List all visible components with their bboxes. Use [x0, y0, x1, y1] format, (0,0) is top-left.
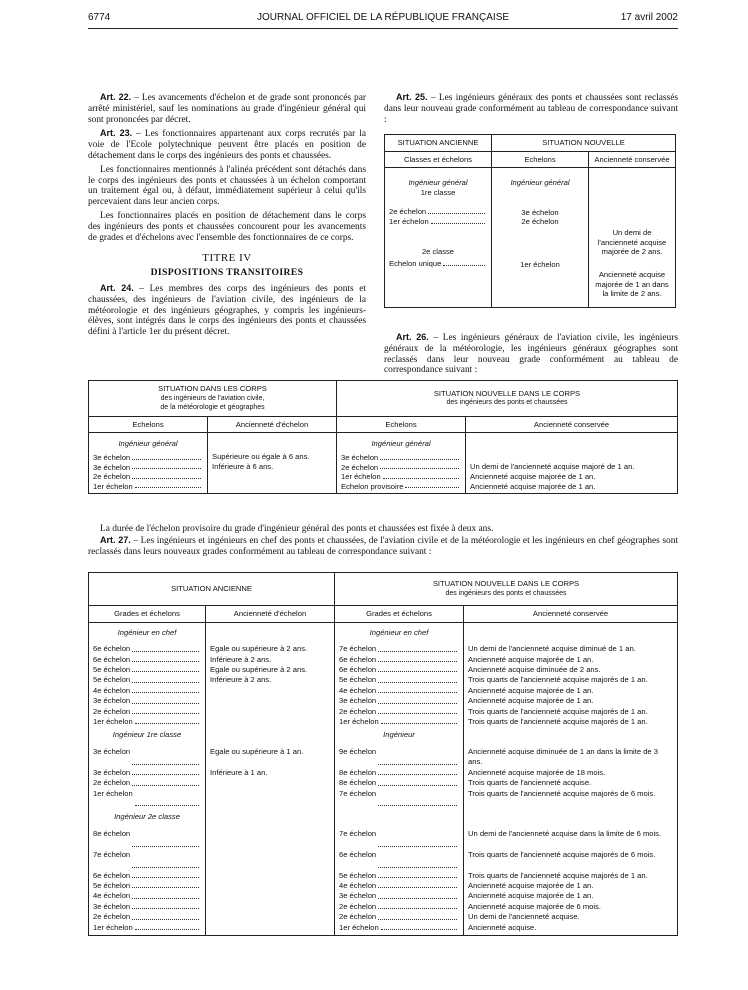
- t26-row-new: [341, 472, 461, 482]
- t27-cond: [210, 923, 330, 933]
- leader-dots: [378, 686, 457, 693]
- t26-row: [93, 463, 203, 473]
- t27-spacer: [468, 809, 673, 829]
- t26-th-old: [89, 381, 337, 417]
- leader-dots: [378, 850, 457, 868]
- page-header: [88, 12, 678, 26]
- t27-old-echelon: 1er échelon: [93, 788, 133, 798]
- page-number: 6774: [88, 12, 111, 23]
- t27-cond: [210, 829, 330, 850]
- t27-row-old: [93, 881, 201, 891]
- right-column-bottom: [384, 332, 678, 379]
- leader-dots: [378, 644, 457, 651]
- t27-anc: Ancienneté acquise majorée de 1 an.: [468, 654, 594, 664]
- article-25-text: – Les ingénieurs généraux des ponts et chaussées sont reclassés dans leur nouveau grade conformément au tableau de correspondance suivant :: [384, 93, 678, 125]
- t27-spacer: [468, 727, 673, 747]
- t27-th-anc-cons: Ancienneté conservée: [464, 606, 678, 623]
- t27-row-new: [339, 789, 459, 810]
- t27-cond: Egale ou supérieure à 1 an.: [210, 746, 304, 756]
- t27-row-old: [93, 912, 201, 922]
- journal-title: JOURNAL OFFICIEL DE LA RÉPUBLIQUE FRANÇAISE: [256, 12, 510, 23]
- t25-r2-anc: Un demi de l'ancienneté acquise majorée de 2 ans.: [597, 228, 667, 257]
- leader-dots: [378, 707, 457, 714]
- t27-anc: Trois quarts de l'ancienneté acquise majorés de 1 an.: [468, 706, 648, 716]
- t26-r3-old: 1er échelon: [93, 481, 133, 491]
- t27-old-echelon: 6e échelon: [93, 654, 131, 664]
- article-23-label: Art. 23.: [100, 128, 133, 139]
- leader-dots: [378, 778, 457, 785]
- leader-dots: [378, 768, 457, 775]
- t27-grade-heading-new: [339, 809, 459, 829]
- t27-anc: Ancienneté acquise diminuée de 1 an dans la limite de 3 ans.: [468, 746, 658, 766]
- t27-old-echelon: 2e échelon: [93, 706, 131, 716]
- leader-dots: [132, 686, 199, 693]
- article-25-label: Art. 25.: [396, 92, 428, 102]
- t25-row2-old: [389, 217, 487, 227]
- t27-row-old: [93, 850, 201, 871]
- t25-r3-old-label: Echelon unique: [389, 259, 442, 269]
- article-23-paragraph-2: Les fonctionnaires mentionnés à l'alinéa précédent sont détachés dans le corps des ingénieurs des ponts et chaussées à un échelon comportant un traitement égal ou, à défaut, immédiatement supérieur à celui qu'ils percevaient dans leur ancien corps.: [88, 164, 366, 208]
- article-27-text: – Les ingénieurs et ingénieurs en chef des ponts et chaussées, de l'aviation civile et de la météorologie et les ingénieurs en chef géographes sont reclassés dans leurs nouveaux grades conformément au tableau de correspondance suivant :: [88, 535, 679, 557]
- t27-th-anc-ech: Ancienneté d'échelon: [206, 606, 335, 623]
- article-26-text: – Les ingénieurs généraux de l'aviation civile, les ingénieurs généraux de la météorologie, les ingénieurs généraux géographes sont reclassés dans leur nouveau grade conformément au tableau de correspondance suivant :: [384, 333, 678, 376]
- t27-new-echelon: 7e échelon: [339, 644, 377, 654]
- leader-dots: [381, 923, 457, 930]
- t26-r0-cond: Supérieure ou égale à 6 ans.: [212, 452, 310, 462]
- t27-row-new: [339, 717, 459, 727]
- t26-row: [93, 472, 203, 482]
- leader-dots: [378, 747, 457, 765]
- t27-row-old: [93, 644, 201, 654]
- t27-row-new: [339, 923, 459, 933]
- t25-r2-old-label: 1er échelon: [389, 216, 429, 226]
- t25-r2-new: 2e échelon: [521, 217, 559, 227]
- t26-ig-old: Ingénieur général: [118, 439, 178, 449]
- leader-dots: [132, 902, 199, 909]
- leader-dots: [132, 829, 199, 847]
- th-situation-nouvelle: SITUATION NOUVELLE: [492, 135, 676, 152]
- article-22: [88, 92, 366, 125]
- t25-r3-anc: Ancienneté acquise majorée de 1 an dans la limite de 2 ans.: [595, 269, 669, 299]
- t27-cond: [210, 778, 330, 788]
- t27-spacer: [210, 727, 330, 747]
- t27-anc: Ancienneté acquise diminuée de 2 ans.: [468, 665, 601, 674]
- publication-date: 17 avril 2002: [620, 12, 678, 23]
- t27-anc: Trois quarts de l'ancienneté acquise majorés de 6 mois.: [468, 849, 656, 859]
- leader-dots: [132, 881, 199, 888]
- t27-anc: Ancienneté acquise majorée de 1 an.: [468, 880, 594, 890]
- article-22-text: – Les avancements d'échelon et de grade sont prononcés par arrêté ministériel, sauf les nominations au grade d'ingénieur général qui sont prononcées par décret.: [88, 93, 366, 125]
- t27-old-echelon: 4e échelon: [93, 685, 131, 695]
- t26-row: [93, 453, 203, 463]
- t27-new-echelon: 2e échelon: [339, 901, 377, 911]
- t26-col-anc: [466, 433, 678, 494]
- t27-new-echelon: 6e échelon: [339, 849, 377, 859]
- leader-dots: [378, 665, 457, 672]
- t27-row-new: [339, 912, 459, 922]
- t27-new-echelon: 2e échelon: [339, 912, 377, 922]
- t27-row-old: [93, 675, 201, 685]
- t27-cond: Inférieure à 2 ans.: [210, 654, 272, 664]
- t27-old-echelon: 1er échelon: [93, 716, 133, 726]
- leader-dots: [132, 696, 199, 703]
- article-26: [384, 332, 678, 376]
- t27-anc: Ancienneté acquise majorée de 6 mois.: [468, 901, 601, 911]
- header-rule: [88, 28, 678, 29]
- leader-dots: [132, 891, 199, 898]
- t27-old-echelon: 6e échelon: [93, 870, 131, 880]
- t27-new-echelon: 6e échelon: [339, 654, 377, 664]
- t27-row-new: [339, 902, 459, 912]
- t26-th-new: [337, 381, 678, 417]
- t25-ig-new: Ingénieur général: [510, 178, 570, 188]
- right-column-top: [384, 92, 678, 128]
- t27-row-new: [339, 665, 459, 675]
- t27-row-old: [93, 686, 201, 696]
- t27-th-grades2: Grades et échelons: [335, 606, 464, 623]
- t26-r2-new: 1er échelon: [341, 472, 381, 482]
- article-25: [384, 92, 678, 125]
- t26-row: [93, 482, 203, 492]
- t25-col-anc: [589, 168, 676, 308]
- t27-new-echelon: 3e échelon: [339, 891, 377, 901]
- t27-row-old: [93, 665, 201, 675]
- t27-cond: [210, 891, 330, 901]
- t27-new-echelon: 7e échelon: [339, 788, 377, 798]
- duree-paragraph: La durée de l'échelon provisoire du grade d'ingénieur général des ponts et chaussées est fixée à deux ans.: [100, 524, 494, 534]
- t26-th-echelons: Echelons: [89, 416, 208, 433]
- t26-row-new: [341, 453, 461, 463]
- t27-th-new: [335, 573, 678, 606]
- t27-spacer: [468, 625, 673, 645]
- t27-new-echelon: 5e échelon: [339, 870, 377, 880]
- t27-anc: Trois quarts de l'ancienneté acquise majorés de 1 an.: [468, 716, 648, 726]
- t27-row-new: [339, 686, 459, 696]
- t27-row-new: [339, 829, 459, 850]
- t27-anc: Trois quarts de l'ancienneté acquise majorés de 6 mois.: [468, 788, 656, 798]
- t26-r1-anc: Un demi de l'ancienneté acquise majoré de 1 an.: [470, 462, 635, 472]
- t27-row-new: [339, 871, 459, 881]
- t27-new-echelon: 4e échelon: [339, 685, 377, 695]
- t26-th-anc-cons: Ancienneté conservée: [466, 416, 678, 433]
- leader-dots: [378, 829, 457, 847]
- t26-ig-new: Ingénieur général: [371, 439, 431, 449]
- table-art-27: [88, 572, 678, 936]
- leader-dots: [132, 655, 199, 662]
- t27-old-echelon: 3e échelon: [93, 746, 131, 756]
- t27-th-grades: Grades et échelons: [89, 606, 206, 623]
- th-situation-ancienne: SITUATION ANCIENNE: [385, 135, 492, 152]
- leader-dots: [378, 675, 457, 682]
- t27-row-old: [93, 923, 201, 933]
- t27-cond: [210, 850, 330, 871]
- t25-r1-new: 3e échelon: [521, 207, 559, 217]
- leader-dots: [378, 902, 457, 909]
- leader-dots: [132, 675, 199, 682]
- t27-row-old: [93, 871, 201, 881]
- t27-spacer: [210, 625, 330, 645]
- t27-row-old: [93, 696, 201, 706]
- t26-th-echelons2: Echelons: [337, 416, 466, 433]
- t27-old-echelon: 5e échelon: [93, 880, 131, 890]
- t27-new-echelon: 8e échelon: [339, 767, 377, 777]
- t27-row-old: [93, 768, 201, 778]
- t26-th-new-title: SITUATION NOUVELLE DANS LE CORPS: [433, 388, 581, 398]
- leader-dots: [378, 655, 457, 662]
- leader-dots: [132, 778, 199, 785]
- article-23: [88, 128, 366, 161]
- t26-r0-old: 3e échelon: [93, 452, 131, 462]
- t27-grade-heading-old: Ingénieur en chef: [117, 627, 177, 637]
- t27-new-echelon: 1er échelon: [339, 716, 379, 726]
- t27-old-echelon: 3e échelon: [93, 696, 131, 706]
- article-24: [88, 283, 366, 338]
- article-24-label: Art. 24.: [100, 282, 134, 293]
- t27-row-old: [93, 717, 201, 727]
- t27-old-echelon: 3e échelon: [93, 901, 131, 911]
- leader-dots: [135, 789, 199, 807]
- t27-new-echelon: 8e échelon: [339, 778, 377, 788]
- t26-th-old-sub2: de la météorologie et géographes: [160, 404, 265, 412]
- t27-anc: Trois quarts de l'ancienneté acquise majorés de 1 an.: [468, 675, 648, 685]
- leader-dots: [132, 912, 199, 919]
- t27-old-echelon: 3e échelon: [93, 767, 131, 777]
- dispositions-heading: DISPOSITIONS TRANSITOIRES: [150, 267, 304, 279]
- t27-cond: [210, 707, 330, 717]
- t27-old-echelon: 1er échelon: [93, 922, 133, 932]
- t25-ig-old: Ingénieur général: [408, 178, 468, 188]
- t27-row-new: [339, 881, 459, 891]
- t27-cond: [210, 696, 330, 706]
- t26-r3-new: Echelon provisoire: [341, 481, 404, 491]
- t27-row-new: [339, 655, 459, 665]
- leader-dots: [132, 707, 199, 714]
- t27-cond: [210, 717, 330, 727]
- leader-dots: [132, 871, 199, 878]
- table-art-25: [384, 134, 676, 308]
- article-26-label: Art. 26.: [396, 332, 429, 342]
- t27-old-echelon: 2e échelon: [93, 778, 131, 788]
- t27-new-echelon: 5e échelon: [339, 675, 377, 685]
- left-column: [88, 92, 366, 341]
- t27-anc: Ancienneté acquise majorée de 18 mois.: [468, 767, 606, 777]
- t27-cond: [210, 912, 330, 922]
- t27-new-echelon: 4e échelon: [339, 880, 377, 890]
- t27-row-old: [93, 747, 201, 768]
- t27-old-echelon: 8e échelon: [93, 828, 131, 838]
- middle-text: [88, 524, 678, 557]
- article-23-text: – Les fonctionnaires appartenant aux corps recrutés par la voie de l'Ecole polytechnique peuvent être placés en position de détachement dans le corps des ingénieurs des ponts et chaussées.: [88, 129, 366, 161]
- t27-row-new: [339, 747, 459, 768]
- t26-r2-anc: Ancienneté acquise majorée de 1 an.: [470, 471, 596, 481]
- leader-dots: [132, 768, 199, 775]
- t27-col-anc: [464, 622, 678, 935]
- leader-dots: [132, 665, 199, 672]
- t27-anc: Ancienneté acquise majorée de 1 an.: [468, 891, 594, 901]
- t27-cond: Egale ou supérieure à 2 ans.: [210, 644, 308, 654]
- titre-heading: TITRE IV: [202, 252, 252, 265]
- leader-dots: [132, 747, 199, 765]
- t26-r1-old: 3e échelon: [93, 462, 131, 472]
- t27-cond: [210, 686, 330, 696]
- t26-col-old: [89, 433, 208, 494]
- t27-grade-heading-old: Ingénieur 2e classe: [114, 812, 180, 822]
- t27-row-old: [93, 789, 201, 810]
- t27-row-new: [339, 675, 459, 685]
- leader-dots: [378, 891, 457, 898]
- t27-anc: Un demi de l'ancienneté acquise diminué de 1 an.: [468, 644, 636, 654]
- t27-grade-heading-old: Ingénieur 1re classe: [112, 730, 182, 740]
- t26-th-anc-ech: Ancienneté d'échelon: [208, 416, 337, 433]
- th-anciennete: Ancienneté conservée: [589, 151, 676, 168]
- t27-cond: [210, 902, 330, 912]
- t27-new-echelon: 3e échelon: [339, 696, 377, 706]
- t25-classe1: 1re classe: [420, 187, 456, 197]
- t25-row3-old: [389, 259, 487, 269]
- t27-cond: Inférieure à 2 ans.: [210, 675, 272, 685]
- article-27-label: Art. 27.: [100, 534, 131, 545]
- leader-dots: [135, 923, 199, 930]
- t27-row-old: [93, 902, 201, 912]
- t27-anc: Trois quarts de l'ancienneté acquise majorés de 1 an.: [468, 870, 648, 880]
- t25-col-old: [385, 168, 492, 308]
- t27-th-new-sub: des ingénieurs des ponts et chaussées: [445, 590, 567, 597]
- t27-row-old: [93, 655, 201, 665]
- t27-anc: Ancienneté acquise.: [468, 922, 537, 932]
- leader-dots: [378, 871, 457, 878]
- t27-anc: Trois quarts de l'ancienneté acquise.: [468, 778, 592, 788]
- article-22-label: Art. 22.: [100, 92, 132, 102]
- t27-new-echelon: 1er échelon: [339, 922, 379, 932]
- t27-row-new: [339, 768, 459, 778]
- t27-grade-heading-new: Ingénieur en chef: [369, 627, 429, 637]
- t27-anc: Un demi de l'ancienneté acquise.: [468, 912, 580, 922]
- t27-new-echelon: 7e échelon: [339, 828, 377, 838]
- t26-r3-anc: Ancienneté acquise majorée de 1 an.: [470, 481, 596, 491]
- t27-old-echelon: 7e échelon: [93, 849, 131, 859]
- t27-col-old: [89, 622, 206, 935]
- leader-dots: [135, 717, 199, 724]
- t25-row1-old: [389, 207, 487, 217]
- t25-classe2: 2e classe: [421, 246, 455, 256]
- t27-cond: Inférieure à 1 an.: [210, 767, 268, 777]
- leader-dots: [378, 881, 457, 888]
- t27-cond: [210, 881, 330, 891]
- leader-dots: [132, 850, 199, 868]
- t27-spacer: [210, 809, 330, 829]
- t26-th-old-title: SITUATION DANS LES CORPS: [158, 384, 267, 393]
- t27-old-echelon: 5e échelon: [93, 675, 131, 685]
- t26-r2-old: 2e échelon: [93, 472, 131, 482]
- t27-cond: [210, 789, 330, 810]
- t27-row-old: [93, 891, 201, 901]
- article-23-paragraph-3: Les fonctionnaires placés en position de détachement dans le corps des ingénieurs des ponts et chaussées concourent pour les avancements de grades et d'échelons avec l'ensemble des fonctionnaires de ce corps.: [88, 210, 366, 243]
- t26-r1-cond: Inférieure à 6 ans.: [212, 461, 274, 471]
- t26-row-new: [341, 463, 461, 473]
- table-art-26: [88, 380, 678, 494]
- leader-dots: [378, 696, 457, 703]
- t25-r3-new: 1er échelon: [520, 259, 560, 269]
- t27-th-ancienne: SITUATION ANCIENNE: [89, 573, 335, 606]
- t27-row-new: [339, 850, 459, 871]
- t27-col-new: [335, 622, 464, 935]
- leader-dots: [132, 644, 199, 651]
- t26-r0-new: 3e échelon: [341, 452, 379, 462]
- leader-dots: [378, 789, 457, 807]
- t27-row-new: [339, 707, 459, 717]
- t27-row-new: [339, 644, 459, 654]
- t26-th-old-sub1: des ingénieurs de l'aviation civile,: [160, 394, 265, 402]
- t27-row-new: [339, 696, 459, 706]
- t27-new-echelon: 2e échelon: [339, 706, 377, 716]
- t25-r1-old-label: 2e échelon: [389, 207, 427, 217]
- t27-new-echelon: 6e échelon: [339, 665, 377, 674]
- leader-dots: [381, 717, 457, 724]
- t26-col-cond: [208, 433, 337, 494]
- t27-old-echelon: 6e échelon: [93, 644, 131, 654]
- t27-old-echelon: 2e échelon: [93, 912, 131, 922]
- t26-row-new: [341, 482, 461, 492]
- t27-row-old: [93, 778, 201, 788]
- t27-grade-heading-new: Ingénieur: [383, 730, 415, 740]
- t27-anc: Ancienneté acquise majorée de 1 an.: [468, 685, 594, 695]
- t27-row-new: [339, 891, 459, 901]
- th-echelons: Echelons: [492, 151, 589, 168]
- t27-row-new: [339, 778, 459, 788]
- t27-anc: Ancienneté acquise majorée de 1 an.: [468, 696, 594, 706]
- t25-col-new: [492, 168, 589, 308]
- t27-old-echelon: 4e échelon: [93, 891, 131, 901]
- t27-cond: Egale ou supérieure à 2 ans.: [210, 665, 308, 674]
- t27-anc: Un demi de l'ancienneté acquise dans la limite de 6 mois.: [468, 828, 662, 838]
- th-classes: Classes et échelons: [385, 151, 492, 168]
- t27-col-cond: [206, 622, 335, 935]
- t27-row-old: [93, 829, 201, 850]
- t27-th-new-title: SITUATION NOUVELLE DANS LE CORPS: [432, 579, 580, 589]
- article-24-text: – Les membres des corps des ingénieurs des ponts et chaussées, des ingénieurs de l'aviation civile, des ingénieurs de la météorologie et des ingénieurs géographes, y compris les ingénieurs-élèves, sont intégrés dans le corps des ingénieurs des ponts et chaussées défini à l'article 1er du présent décret.: [88, 283, 366, 338]
- t26-r1-new: 2e échelon: [341, 462, 379, 472]
- t27-row-old: [93, 707, 201, 717]
- t26-th-new-sub: des ingénieurs des ponts et chaussées: [446, 399, 568, 407]
- t26-col-new: [337, 433, 466, 494]
- article-27: [88, 535, 678, 558]
- t27-cond: [210, 871, 330, 881]
- t27-new-echelon: 9e échelon: [339, 746, 377, 756]
- t27-old-echelon: 5e échelon: [93, 665, 131, 674]
- leader-dots: [378, 912, 457, 919]
